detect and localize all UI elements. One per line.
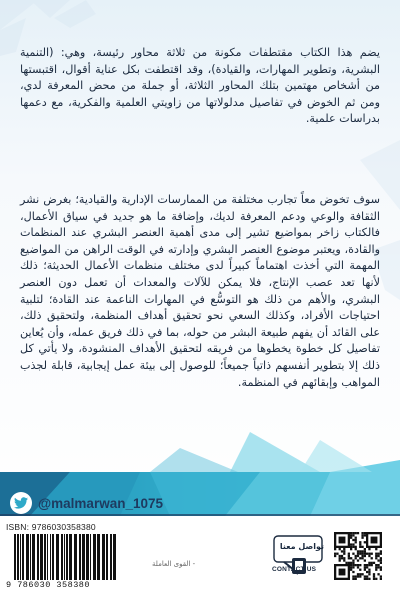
social-handle[interactable]	[10, 492, 163, 514]
isbn-barcode	[6, 522, 124, 596]
description-paragraph-1: يضم هذا الكتاب مقتطفات مكونة من ثلاثة محاور رئيسة، وهي: (التنمية البشرية، وتطوير المهارات، والقيادة)، وقد اقتطفت بكل عناية أقوال، اقتبستها من أشخاص مهتمين بتلك المحاور الثلاثة، أو جملة من محض المعرفة لدي، ومن ثم الخوض في تفاصيل مدلولاتها من زاويتي العلمية والفكرية، مع دعمها بدراسات علمية.	[20, 46, 380, 126]
barcode-digits: 9 786030 358380	[6, 580, 91, 590]
contact-us-badge[interactable]	[270, 532, 326, 578]
barcode-bars	[12, 534, 118, 580]
publisher-name: - القوى العاملة	[152, 560, 196, 568]
social-handle-text: @malmarwan_1075	[38, 495, 163, 511]
contact-us-english: CONTACT US	[272, 566, 317, 573]
isbn-label: ISBN: 9786030358380	[6, 522, 96, 532]
twitter-icon	[10, 492, 32, 514]
qr-code[interactable]	[334, 532, 382, 580]
contact-us-arabic: تواصل معنا	[279, 542, 324, 551]
bottom-strip	[0, 516, 400, 600]
description-paragraph-2: سوف تخوض معاً تجارب مختلفة من الممارسات الإدارية والقيادية؛ بغرض نشر الثقافة والوعي ودعم المعرفة لديك، وإضافة ما هو جديد في سياق الأعمال، فالكتاب زاخر بمواضيع تشير إلى مدى أهمية العنصر البشري عند المنظمات والقادة، ويعتبر موضوع العنصر البشري وإدارته في الوقت الراهن من المواضيع المهمة التي أخذت اهتماماً كبيراً لدى مختلف منظمات الأعمال الحديثة؛ ذلك لأنها تعد عصب الإنتاج، فلا يمكن للآلات والمعدات أن تعمل دون العنصر البشري، والأهم من ذلك هو التوسُّع في المهارات الناعمة عند القادة؛ لتلبية احتياجات الأفراد، وكذلك السعي نحو تحقيق أهداف المنظمة، ولتحقيق ذلك، على القائد أن يفهم طبيعة البشر من حوله، بما في ذلك فريق عمله، وأن يُعاين تفاصيل كل خطوة يخطوها من فريقه لتحقيق الأهداف المنشودة، ولا يأتي كل ذلك إلا بتطوير أنفسهم ذاتياً جميعاً؛ للوصول إلى بيئة عمل إيجابية، قابلة لجذب المواهب وإبقائهم في المنظمة.	[20, 193, 380, 389]
